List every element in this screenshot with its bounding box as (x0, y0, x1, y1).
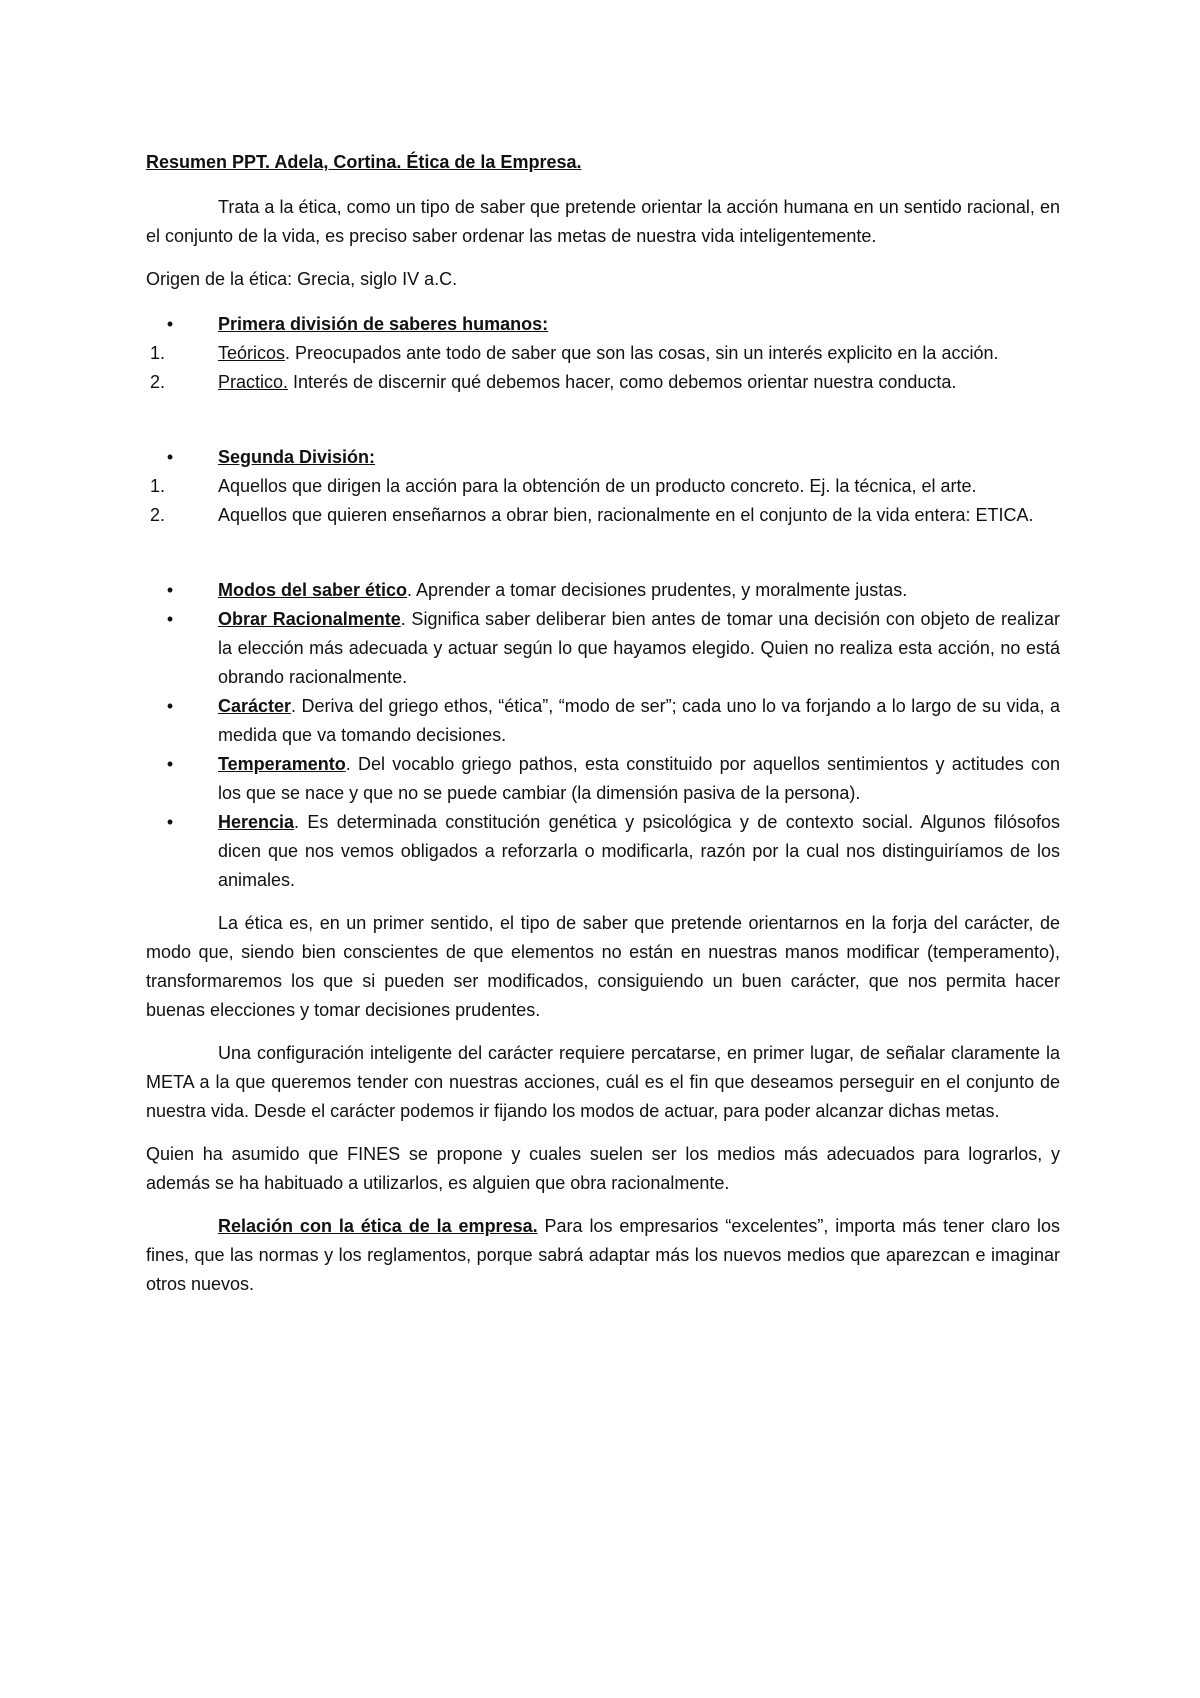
paragraph-relacion (146, 1212, 1060, 1299)
segunda-heading: Segunda División: (218, 447, 376, 467)
concept-term: Herencia (218, 812, 295, 832)
item-text: Aquellos que quieren enseñarnos a obrar bien, racionalmente en el conjunto de la vida entera: ETICA. (218, 505, 1034, 525)
segunda-item-1 (146, 472, 1060, 501)
item-text: Interés de discernir qué debemos hacer, como debemos orientar nuestra conducta. (288, 372, 957, 392)
concept-text: . Aprender a tomar decisiones prudentes, y moralmente justas. (407, 580, 908, 600)
list-number: 1. (150, 343, 166, 363)
item-text: . Preocupados ante todo de saber que son las cosas, sin un interés explicito en la acción. (285, 343, 999, 363)
concept-item-herencia (146, 808, 1060, 895)
primera-heading: Primera división de saberes humanos: (218, 314, 549, 334)
bullet-icon: • (166, 447, 174, 467)
origin-line: Origen de la ética: Grecia, siglo IV a.C. (146, 269, 458, 289)
paragraph-configuracion: Una configuración inteligente del carácter requiere percatarse, en primer lugar, de señalar claramente la META a la que queremos tender con nuestras acciones, cuál es el fin que deseamos perseguir en el conjunto de nuestra vida. Desde el carácter podemos ir fijando los modos de actuar, para poder alcanzar dichas metas. (146, 1043, 1060, 1121)
bullet-icon: • (166, 754, 174, 774)
bullet-icon: • (166, 812, 174, 832)
concept-item-temperamento (146, 750, 1060, 808)
concept-term: Temperamento (218, 754, 346, 774)
paragraph-fines: Quien ha asumido que FINES se propone y cuales suelen ser los medios más adecuados para lograrlos, y además se ha habituado a utilizarlos, es alguien que obra racionalmente. (146, 1144, 1060, 1193)
concept-item-obrar (146, 605, 1060, 692)
concept-term: Modos del saber ético (218, 580, 408, 600)
list-number: 2. (150, 505, 166, 525)
list-number: 2. (150, 372, 166, 392)
primera-heading-item (146, 310, 1060, 339)
segunda-item-2 (146, 501, 1060, 530)
concept-text: . Del vocablo griego pathos, esta constituido por aquellos sentimientos y actitudes con los que se nace y que no se puede cambiar (la dimensión pasiva de la persona). (218, 754, 1060, 803)
term-practico: Practico. (218, 372, 289, 392)
intro-paragraph: Trata a la ética, como un tipo de saber que pretende orientar la acción humana en un sentido racional, en el conjunto de la vida, es preciso saber ordenar las metas de nuestra vida inteligentemente. (146, 197, 1060, 246)
term-teoricos: Teóricos (218, 343, 286, 363)
bullet-icon: • (166, 609, 174, 629)
paragraph-etica: La ética es, en un primer sentido, el tipo de saber que pretende orientarnos en la forja del carácter, de modo que, siendo bien conscientes de que elementos no están en nuestras manos modificar (temperamento), transformaremos los que si pueden ser modificados, consiguiendo un buen carácter, que nos permita hacer buenas elecciones y tomar decisiones prudentes. (146, 913, 1060, 1020)
item-text: Aquellos que dirigen la acción para la obtención de un producto concreto. Ej. la técnica, el arte. (218, 476, 977, 496)
concept-text: . Significa saber deliberar bien antes de tomar una decisión con objeto de realizar la elección más adecuada y actuar según lo que hayamos elegido. Quien no realiza esta acción, no está obrando racionalmente. (218, 609, 1061, 687)
concept-item-caracter (146, 692, 1060, 750)
concept-text: . Deriva del griego ethos, “ética”, “modo de ser”; cada uno lo va forjando a lo largo de su vida, a medida que va tomando decisiones. (218, 696, 1060, 745)
relacion-text: Para los empresarios “excelentes”, importa más tener claro los fines, que las normas y los reglamentos, porque sabrá adaptar más los nuevos medios que aparezcan e imaginar otros nuevos. (146, 1216, 1060, 1294)
bullet-icon: • (166, 696, 174, 716)
bullet-icon: • (166, 580, 174, 600)
concept-text: . Es determinada constitución genética y psicológica y de contexto social. Algunos filósofos dicen que nos vemos obligados a reforzarla o modificarla, razón por la cual nos distinguiríamos de los animales. (218, 812, 1060, 890)
concept-item-modos (146, 576, 1060, 605)
relacion-term: Relación con la ética de la empresa. (218, 1216, 538, 1236)
primera-item-1 (146, 339, 1060, 368)
concept-term: Carácter (218, 696, 292, 716)
bullet-icon: • (166, 314, 174, 334)
document-title: Resumen PPT. Adela, Cortina. Ética de la Empresa. (146, 152, 582, 172)
primera-item-2 (146, 368, 1060, 397)
concept-term: Obrar Racionalmente (218, 609, 401, 629)
list-number: 1. (150, 476, 166, 496)
segunda-heading-item (146, 443, 1060, 472)
